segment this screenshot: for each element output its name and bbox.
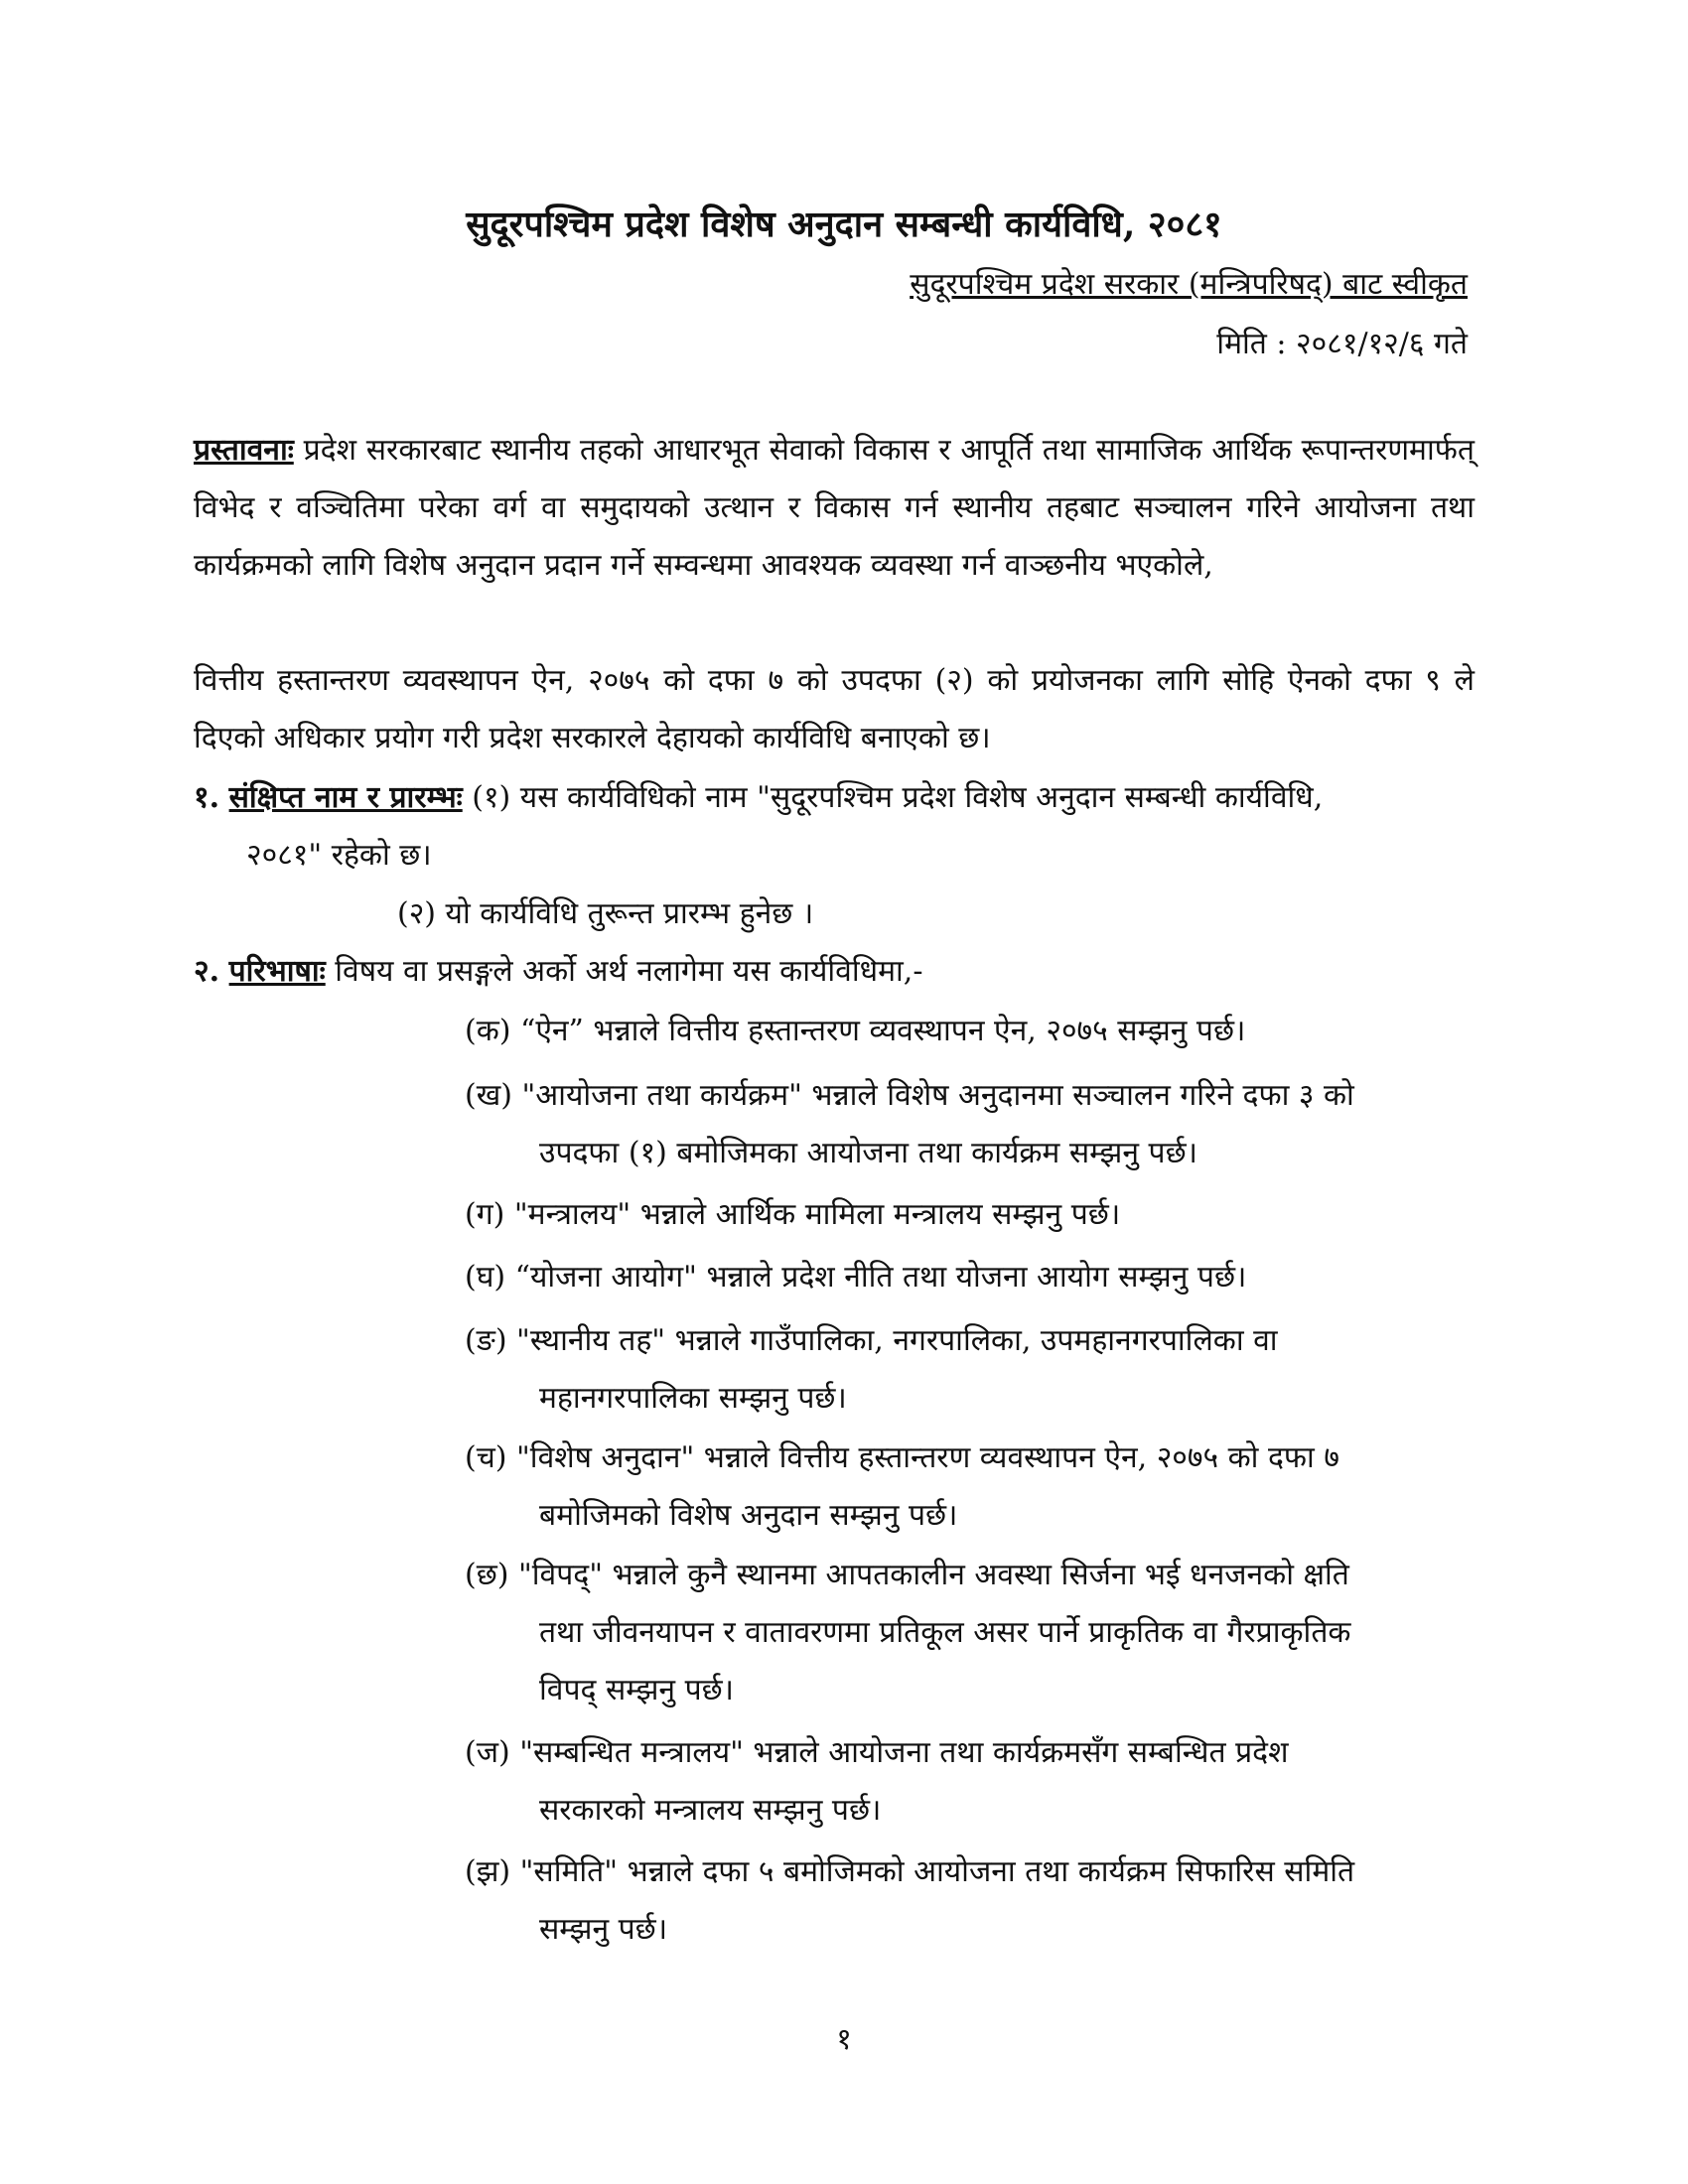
definition-jha <box>465 1843 1475 1959</box>
section-2-heading <box>194 943 1475 1001</box>
definition-text-continued: सरकारको मन्त्रालय सम्झनु पर्छ। <box>539 1793 882 1828</box>
definition-text-continued: तथा जीवनयापन र वातावरणमा प्रतिकूल असर पार्ने प्राकृतिक वा गैरप्राकृतिक <box>539 1615 1351 1650</box>
approval-date: मिति : २०८१/१२/६ गते <box>1216 327 1468 361</box>
section-2-text: विषय वा प्रसङ्गले अर्को अर्थ नलागेमा यस कार्यविधिमा,- <box>325 954 923 989</box>
definition-text: (झ) "समिति" भन्नाले दफा ५ बमोजिमको आयोजना तथा कार्यक्रम सिफारिस समिति <box>465 1854 1355 1889</box>
section-2-number: २. <box>194 954 220 989</box>
definition-text-continued: महानगरपालिका सम्झनु पर्छ। <box>539 1381 847 1416</box>
section-1-label: संक्षिप्त नाम र प्रारम्भः <box>228 780 463 815</box>
definition-text-continued: उपदफा (१) बमोजिमका आयोजना तथा कार्यक्रम सम्झनु पर्छ। <box>539 1136 1197 1170</box>
definition-text: (ङ) "स्थानीय तह" भन्नाले गाउँपालिका, नगरपालिका, उपमहानगरपालिका वा <box>465 1323 1278 1358</box>
definition-ja <box>465 1724 1475 1840</box>
section-2-label: परिभाषाः <box>228 954 326 989</box>
definition-nga <box>465 1312 1475 1428</box>
definition-text-continued: बमोजिमको विशेष अनुदान सम्झनु पर्छ। <box>539 1498 958 1533</box>
definition-text-continued: सम्झनु पर्छ। <box>539 1912 668 1947</box>
section-1-subsection-2: (२) यो कार्यविधि तुरून्त प्रारम्भ हुनेछ । <box>397 896 814 931</box>
preamble-authority-paragraph: वित्तीय हस्तान्तरण व्यवस्थापन ऐन, २०७५ को दफा ७ को उपदफा (२) को प्रयोजनका लागि सोहि ऐनको दफा ९ ले दिएको अधिकार प्रयोग गरी प्रदेश सरकारले देहायको कार्यविधि बनाएको छ। <box>194 663 1475 755</box>
definition-chha <box>465 1547 1475 1719</box>
preamble-label: प्रस्तावनाः <box>194 433 294 468</box>
definition-text: (ज) "सम्बन्धित मन्त्रालय" भन्नाले आयोजना तथा कार्यक्रमसँग सम्बन्धित प्रदेश <box>465 1735 1289 1770</box>
approval-line: सुदूरपश्चिम प्रदेश सरकार (मन्त्रिपरिषद्) बाट स्वीकृत <box>910 267 1468 302</box>
definition-ga <box>465 1186 1475 1244</box>
section-1-text: (१) यस कार्यविधिको नाम "सुदूरपश्चिम प्रदेश विशेष अनुदान सम्बन्धी कार्यविधि, <box>462 780 1324 815</box>
section-1-number: १. <box>194 780 220 815</box>
definition-text: (ग) "मन्त्रालय" भन्नाले आर्थिक मामिला मन्त्रालय सम्झनु पर्छ। <box>465 1197 1121 1232</box>
definition-text: (ख) "आयोजना तथा कार्यक्रम" भन्नाले विशेष अनुदानमा सञ्चालन गरिने दफा ३ को <box>465 1078 1354 1113</box>
document-title: सुदूरपश्चिम प्रदेश विशेष अनुदान सम्बन्धी कार्यविधि, २०८१ <box>466 204 1222 245</box>
definition-text: (च) "विशेष अनुदान" भन्नाले वित्तीय हस्तान्तरण व्यवस्थापन ऐन, २०७५ को दफा ७ <box>465 1440 1339 1475</box>
definition-text-continued-2: विपद् सम्झनु पर्छ। <box>539 1673 735 1707</box>
definition-kha <box>465 1067 1475 1182</box>
page-number: १ <box>836 2022 852 2057</box>
definition-cha <box>465 1430 1475 1545</box>
section-1-text-continued: २०८१" रहेको छ। <box>246 838 432 873</box>
definition-gha <box>465 1249 1475 1306</box>
definition-text: (क) “ऐन” भन्नाले वित्तीय हस्तान्तरण व्यवस्थापन ऐन, २०७५ सम्झनु पर्छ। <box>465 1014 1246 1048</box>
definition-text: (छ) "विपद्" भन्नाले कुनै स्थानमा आपतकालीन अवस्था सिर्जना भई धनजनको क्षति <box>465 1558 1349 1592</box>
definition-text: (घ) “योजना आयोग" भन्नाले प्रदेश नीति तथा योजना आयोग सम्झनु पर्छ। <box>465 1260 1247 1295</box>
preamble-text: प्रदेश सरकारबाट स्थानीय तहको आधारभूत सेवाको विकास र आपूर्ति तथा सामाजिक आर्थिक रूपान्तरणमार्फत् विभेद र वञ्चितिमा परेका वर्ग वा समुदायको उत्थान र विकास गर्न स्थानीय तहबाट सञ्चालन गरिने आयोजना तथा कार्यक्रमको लागि विशेष अनुदान प्रदान गर्ने सम्वन्धमा आवश्यक व्यवस्था गर्न वाञ्छनीय भएकोले, <box>194 433 1475 583</box>
section-1-heading <box>194 769 1475 827</box>
preamble-paragraph <box>194 422 1475 595</box>
definition-ka <box>465 1003 1475 1060</box>
